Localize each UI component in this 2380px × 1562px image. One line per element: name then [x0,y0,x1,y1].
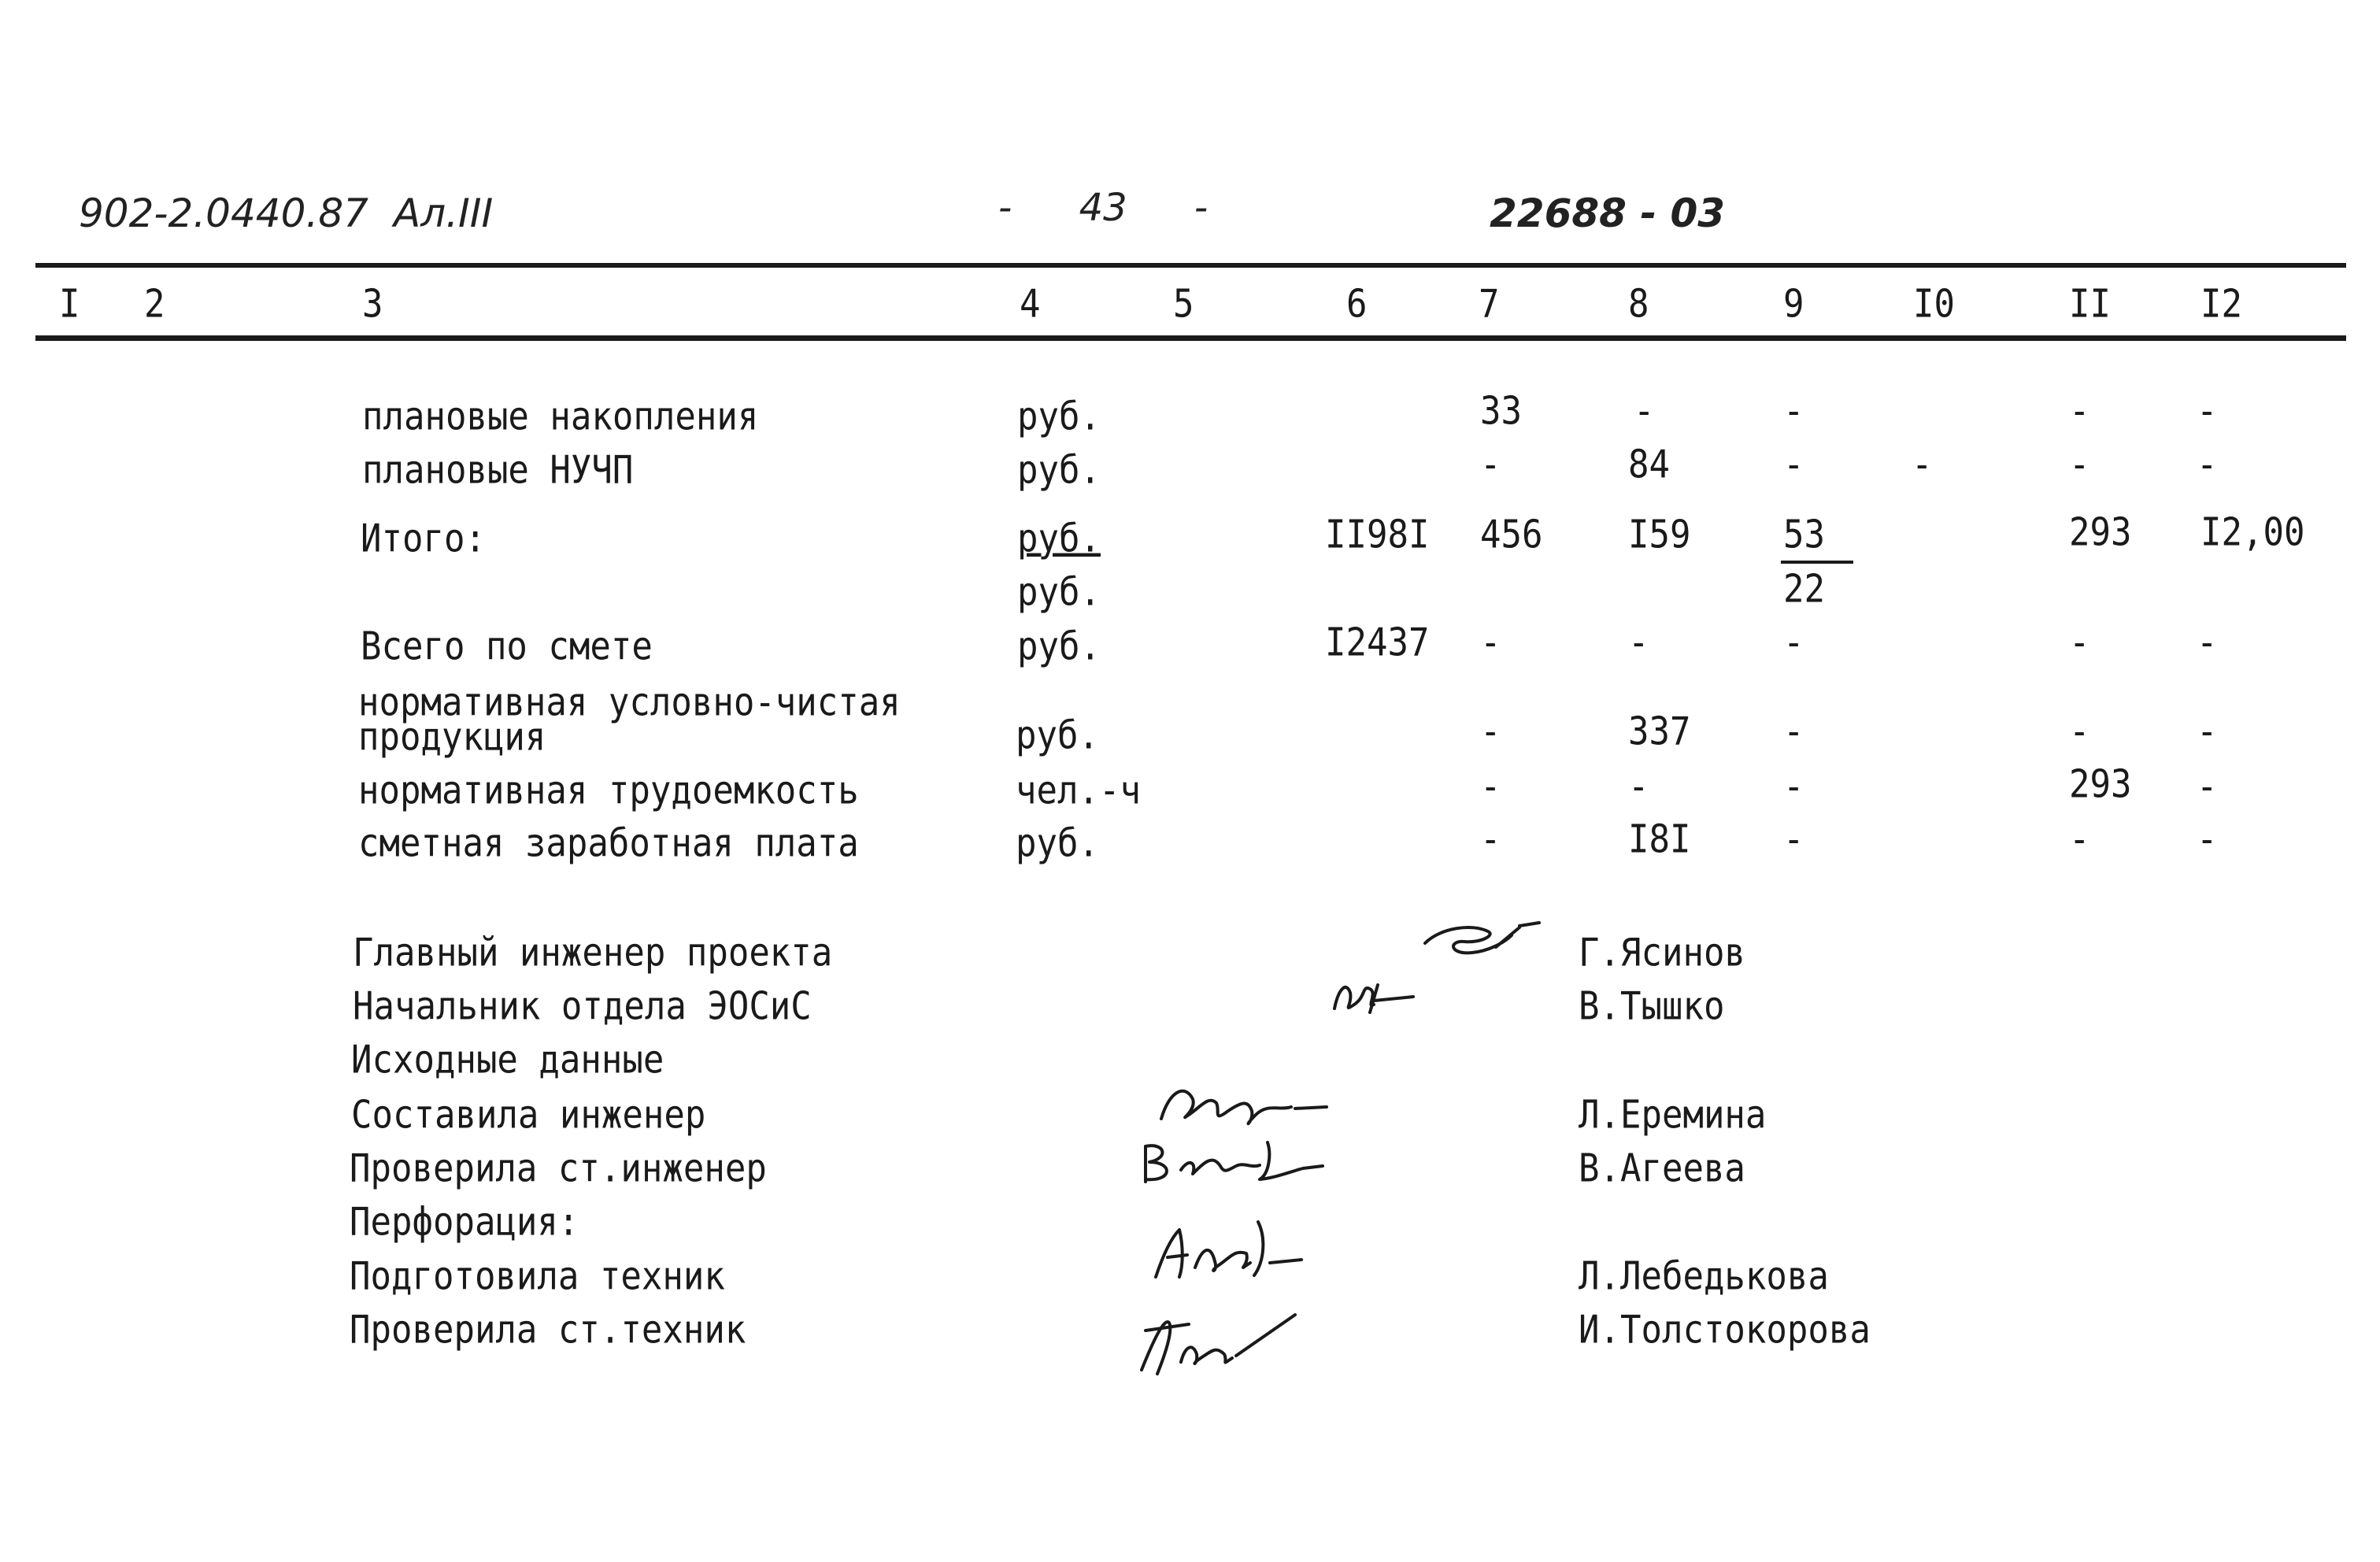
cell-col9: - [1783,709,1804,754]
cell-col9: - [1783,388,1804,434]
handwritten-signature [1140,1206,1321,1293]
row-name: Итого: [361,516,486,561]
cell-col11: - [2069,442,2090,487]
cell-col10: - [1912,442,1933,487]
column-number-2: 2 [144,281,165,327]
column-number-9: 9 [1783,281,1804,327]
header-bottom-rule [35,335,2346,341]
row-unit: руб. [1016,820,1099,866]
cell-col11: - [2069,816,2090,862]
handwritten-signature [1327,965,1421,1028]
project-number: 22688 - 03 [1490,191,1726,236]
signature-name: Г.Ясинов [1579,930,1745,975]
row-name-continued: продукция [358,714,546,760]
row-unit: чел.-ч [1016,768,1141,813]
album-number: Ал.III [394,191,494,236]
cell-col11: - [2069,709,2090,754]
signature-role: Проверила ст.техник [350,1307,746,1353]
cell-col8: I59 [1628,512,1691,557]
cell-col9: - [1783,816,1804,862]
cell-col9: - [1783,764,1804,809]
row-unit: руб. [1017,624,1101,669]
cell-col11: - [2069,388,2090,434]
column-number-6: 6 [1346,281,1368,327]
cell-col9-denominator: 22 [1783,566,1825,612]
page-number: - 43 - [998,186,1209,230]
cell-col12: - [2197,620,2218,665]
cell-col11: 293 [2069,509,2132,555]
column-number-1: I [59,281,80,327]
handwritten-signature [1126,1299,1307,1386]
cell-col8: I8I [1628,816,1691,862]
signature-role: Начальник отдела ЭОСиС [353,983,812,1029]
signature-role: Перфорация: [350,1199,579,1245]
handwritten-signature [1153,1075,1334,1138]
cell-col7: - [1480,816,1501,862]
column-number-11: II [2069,281,2111,327]
row-unit: руб. [1017,394,1101,439]
cell-col12: I2,00 [2200,509,2305,555]
column-number-12: I2 [2200,281,2242,327]
cell-col11: 293 [2069,761,2132,807]
document-code: 902-2.0440.87 [79,191,368,236]
cell-col8: - [1628,620,1649,665]
cell-col9: - [1783,442,1804,487]
cell-col8: 84 [1628,442,1670,487]
row-name: Всего по смете [361,624,653,669]
column-number-3: 3 [362,281,383,327]
handwritten-signature [1134,1131,1331,1194]
signature-name: Л.Еремина [1579,1092,1767,1138]
row-unit-secondary: руб. [1017,569,1101,615]
row-unit: руб. [1017,516,1101,561]
signature-name: В.Агеева [1579,1146,1745,1191]
column-number-7: 7 [1479,281,1500,327]
signature-role: Составила инженер [351,1092,706,1138]
fraction-line [1781,561,1853,564]
handwritten-signature [1401,912,1543,975]
row-name: нормативная условно-чистая [358,679,901,725]
cell-col12: - [2197,816,2218,862]
cell-col12: - [2197,388,2218,434]
signature-role: Главный инженер проекта [353,930,833,975]
signature-role: Проверила ст.инженер [350,1146,767,1191]
cell-col7: 456 [1480,512,1543,557]
cell-col7: 33 [1480,388,1522,434]
cell-col8: - [1628,764,1649,809]
cell-col9-numerator: 53 [1783,512,1825,557]
signature-name: В.Тышко [1579,983,1725,1029]
row-name: нормативная трудоемкость [358,768,859,813]
cell-col12: - [2197,764,2218,809]
row-unit: руб. [1016,713,1099,758]
column-number-8: 8 [1628,281,1649,327]
row-name: плановые накопления [362,394,759,439]
header-top-rule [35,263,2346,268]
cell-col8: - [1634,388,1655,434]
signature-role: Подготовила техник [350,1253,725,1299]
cell-col7: - [1480,764,1501,809]
row-name: плановые НУЧП [362,447,634,493]
column-number-10: I0 [1913,281,1955,327]
cell-col7: - [1480,442,1501,487]
signature-name: И.Толстокорова [1579,1307,1871,1353]
cell-col12: - [2197,709,2218,754]
cell-col11: - [2069,620,2090,665]
cell-col9: - [1783,620,1804,665]
cell-col8: 337 [1628,709,1691,754]
cell-col6: I2437 [1325,620,1430,665]
row-unit: руб. [1017,447,1101,493]
cell-col7: - [1480,620,1501,665]
row-name: сметная заработная плата [358,820,859,866]
signature-role: Исходные данные [351,1037,664,1083]
column-number-4: 4 [1020,281,1041,327]
signature-name: Л.Лебедькова [1579,1253,1829,1299]
cell-col12: - [2197,442,2218,487]
cell-col7: - [1480,709,1501,754]
cell-col6: II98I [1325,512,1430,557]
column-number-5: 5 [1173,281,1194,327]
